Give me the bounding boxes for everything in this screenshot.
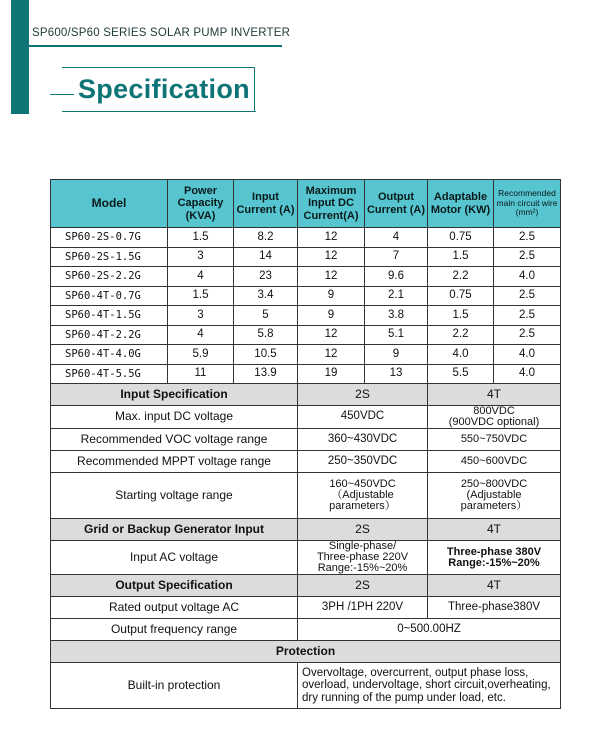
value-cell: 12 [298, 247, 365, 267]
value-cell: 4.0 [428, 345, 494, 365]
value-cell: 23 [234, 267, 298, 287]
value-cell: 4 [168, 325, 234, 345]
col-header-max-dc-current: Maximum Input DC Current(A) [298, 180, 365, 228]
value-cell: 7 [365, 247, 428, 267]
table-row [51, 345, 561, 365]
protection-text: Overvoltage, overcurrent, output phase loss, overload, undervoltage, short circuit,overheating, dry running of the pump under load, etc. [298, 663, 561, 709]
value-cell: 4 [365, 228, 428, 248]
grid-spec-title: Grid or Backup Generator Input [51, 519, 298, 541]
col-header-wire: Recommended main circuit wire (mm²) [494, 180, 561, 228]
value-line: parameters） [460, 500, 528, 512]
model-cell: SP60-2S-1.5G [51, 247, 168, 267]
model-cell: SP60-2S-0.7G [51, 228, 168, 248]
value-cell: 3.4 [234, 286, 298, 306]
value-cell: 14 [234, 247, 298, 267]
value-line: 800VDC [473, 405, 515, 417]
table-row [51, 228, 561, 248]
value-cell: 2.5 [494, 306, 561, 326]
value-cell: 1.5 [168, 228, 234, 248]
value-cell: 3 [168, 247, 234, 267]
value-line: Three-phase 220V [316, 551, 409, 563]
table-row [51, 473, 561, 519]
input-spec-2s: 2S [298, 384, 428, 406]
section-title-frame-bottom [62, 111, 256, 112]
value-cell: 4.0 [494, 345, 561, 365]
value-cell: 9 [365, 345, 428, 365]
row-label: Recommended VOC voltage range [51, 429, 298, 451]
value-cell: 5.9 [168, 345, 234, 365]
value-cell: 2.5 [494, 228, 561, 248]
value-cell: 1.5 [428, 306, 494, 326]
value-line: （Adjustable [331, 489, 394, 501]
table-row [51, 247, 561, 267]
table-row [51, 325, 561, 345]
row-value-4t [428, 541, 561, 575]
value-cell: 0.75 [428, 228, 494, 248]
col-header-model: Model [51, 180, 168, 228]
output-spec-title: Output Specification [51, 575, 298, 597]
table-row [51, 597, 561, 619]
value-cell: 12 [298, 267, 365, 287]
input-spec-title: Input Specification [51, 384, 298, 406]
grid-spec-2s: 2S [298, 519, 428, 541]
value-cell: 4.0 [494, 267, 561, 287]
row-label: Starting voltage range [51, 473, 298, 519]
grid-spec-4t: 4T [428, 519, 561, 541]
row-value: 0~500.00HZ [298, 619, 561, 641]
value-cell: 11 [168, 364, 234, 384]
value-cell: 2.5 [494, 286, 561, 306]
col-header-power: Power Capacity (KVA) [168, 180, 234, 228]
value-line: 250~800VDC [460, 478, 528, 490]
row-label: Rated output voltage AC [51, 597, 298, 619]
value-cell: 2.5 [494, 325, 561, 345]
value-cell: 2.1 [365, 286, 428, 306]
table-row [51, 663, 561, 709]
protection-title: Protection [51, 641, 561, 663]
row-value-4t: Three-phase380V [428, 597, 561, 619]
value-line: parameters） [329, 500, 396, 512]
value-cell: 12 [298, 345, 365, 365]
brand-accent-bar [11, 0, 29, 114]
row-value-2s: 250~350VDC [298, 451, 428, 473]
value-line: Range:-15%~20% [317, 562, 408, 574]
model-cell: SP60-4T-0.7G [51, 286, 168, 306]
row-value-2s [298, 473, 428, 519]
value-cell: 12 [298, 228, 365, 248]
value-line: (900VDC optional) [448, 416, 540, 428]
value-cell: 5 [234, 306, 298, 326]
protection-header [51, 641, 561, 663]
row-value-2s [298, 541, 428, 575]
value-cell: 5.1 [365, 325, 428, 345]
value-cell: 2.5 [494, 247, 561, 267]
row-value-2s: 360~430VDC [298, 429, 428, 451]
col-header-motor: Adaptable Motor (KW) [428, 180, 494, 228]
row-value-4t: 450~600VDC [428, 451, 561, 473]
table-row [51, 541, 561, 575]
output-spec-2s: 2S [298, 575, 428, 597]
value-cell: 8.2 [234, 228, 298, 248]
value-cell: 5.8 [234, 325, 298, 345]
value-line: 160~450VDC [329, 478, 396, 490]
model-table-header [51, 180, 561, 228]
value-cell: 3 [168, 306, 234, 326]
value-cell: 10.5 [234, 345, 298, 365]
output-spec-4t: 4T [428, 575, 561, 597]
table-row [51, 406, 561, 429]
output-spec-header [51, 575, 561, 597]
input-spec-header [51, 384, 561, 406]
col-header-output-current: Output Current (A) [365, 180, 428, 228]
document-header-title: SP600/SP60 SERIES SOLAR PUMP INVERTER [32, 27, 291, 39]
value-line: (Adjustable [466, 489, 522, 501]
row-label: Recommended MPPT voltage range [51, 451, 298, 473]
value-line: Three-phase 380V [446, 545, 542, 558]
row-value-4t [428, 406, 561, 429]
value-line: Single-phase/ [328, 540, 397, 552]
value-cell: 1.5 [168, 286, 234, 306]
value-cell: 4.0 [494, 364, 561, 384]
value-cell: 5.5 [428, 364, 494, 384]
section-title-tick [50, 94, 74, 95]
value-cell: 12 [298, 325, 365, 345]
value-cell: 9 [298, 306, 365, 326]
model-cell: SP60-4T-2.2G [51, 325, 168, 345]
value-cell: 4 [168, 267, 234, 287]
section-title: Specification [78, 74, 250, 104]
grid-spec-header [51, 519, 561, 541]
input-spec-4t: 4T [428, 384, 561, 406]
row-label: Built-in protection [51, 663, 298, 709]
value-cell: 9 [298, 286, 365, 306]
col-header-input-current: Input Current (A) [234, 180, 298, 228]
table-row [51, 267, 561, 287]
value-cell: 3.8 [365, 306, 428, 326]
model-cell: SP60-4T-4.0G [51, 345, 168, 365]
table-row [51, 451, 561, 473]
value-cell: 1.5 [428, 247, 494, 267]
value-cell: 13 [365, 364, 428, 384]
value-cell: 19 [298, 364, 365, 384]
value-cell: 0.75 [428, 286, 494, 306]
model-cell: SP60-2S-2.2G [51, 267, 168, 287]
table-row [51, 286, 561, 306]
value-line: Range:-15%~20% [448, 556, 540, 569]
specification-table [50, 179, 561, 709]
table-row [51, 306, 561, 326]
model-rows [51, 228, 561, 384]
row-label: Input AC voltage [51, 541, 298, 575]
value-cell: 13.9 [234, 364, 298, 384]
row-value-4t: 550~750VDC [428, 429, 561, 451]
value-cell: 9.6 [365, 267, 428, 287]
model-cell: SP60-4T-1.5G [51, 306, 168, 326]
table-row [51, 364, 561, 384]
table-row [51, 429, 561, 451]
row-value-2s: 450VDC [298, 406, 428, 429]
row-label: Output frequency range [51, 619, 298, 641]
table-row [51, 619, 561, 641]
value-cell: 2.2 [428, 267, 494, 287]
row-value-4t [428, 473, 561, 519]
header-divider [29, 45, 282, 47]
row-value-2s: 3PH /1PH 220V [298, 597, 428, 619]
model-cell: SP60-4T-5.5G [51, 364, 168, 384]
value-cell: 2.2 [428, 325, 494, 345]
row-label: Max. input DC voltage [51, 406, 298, 429]
